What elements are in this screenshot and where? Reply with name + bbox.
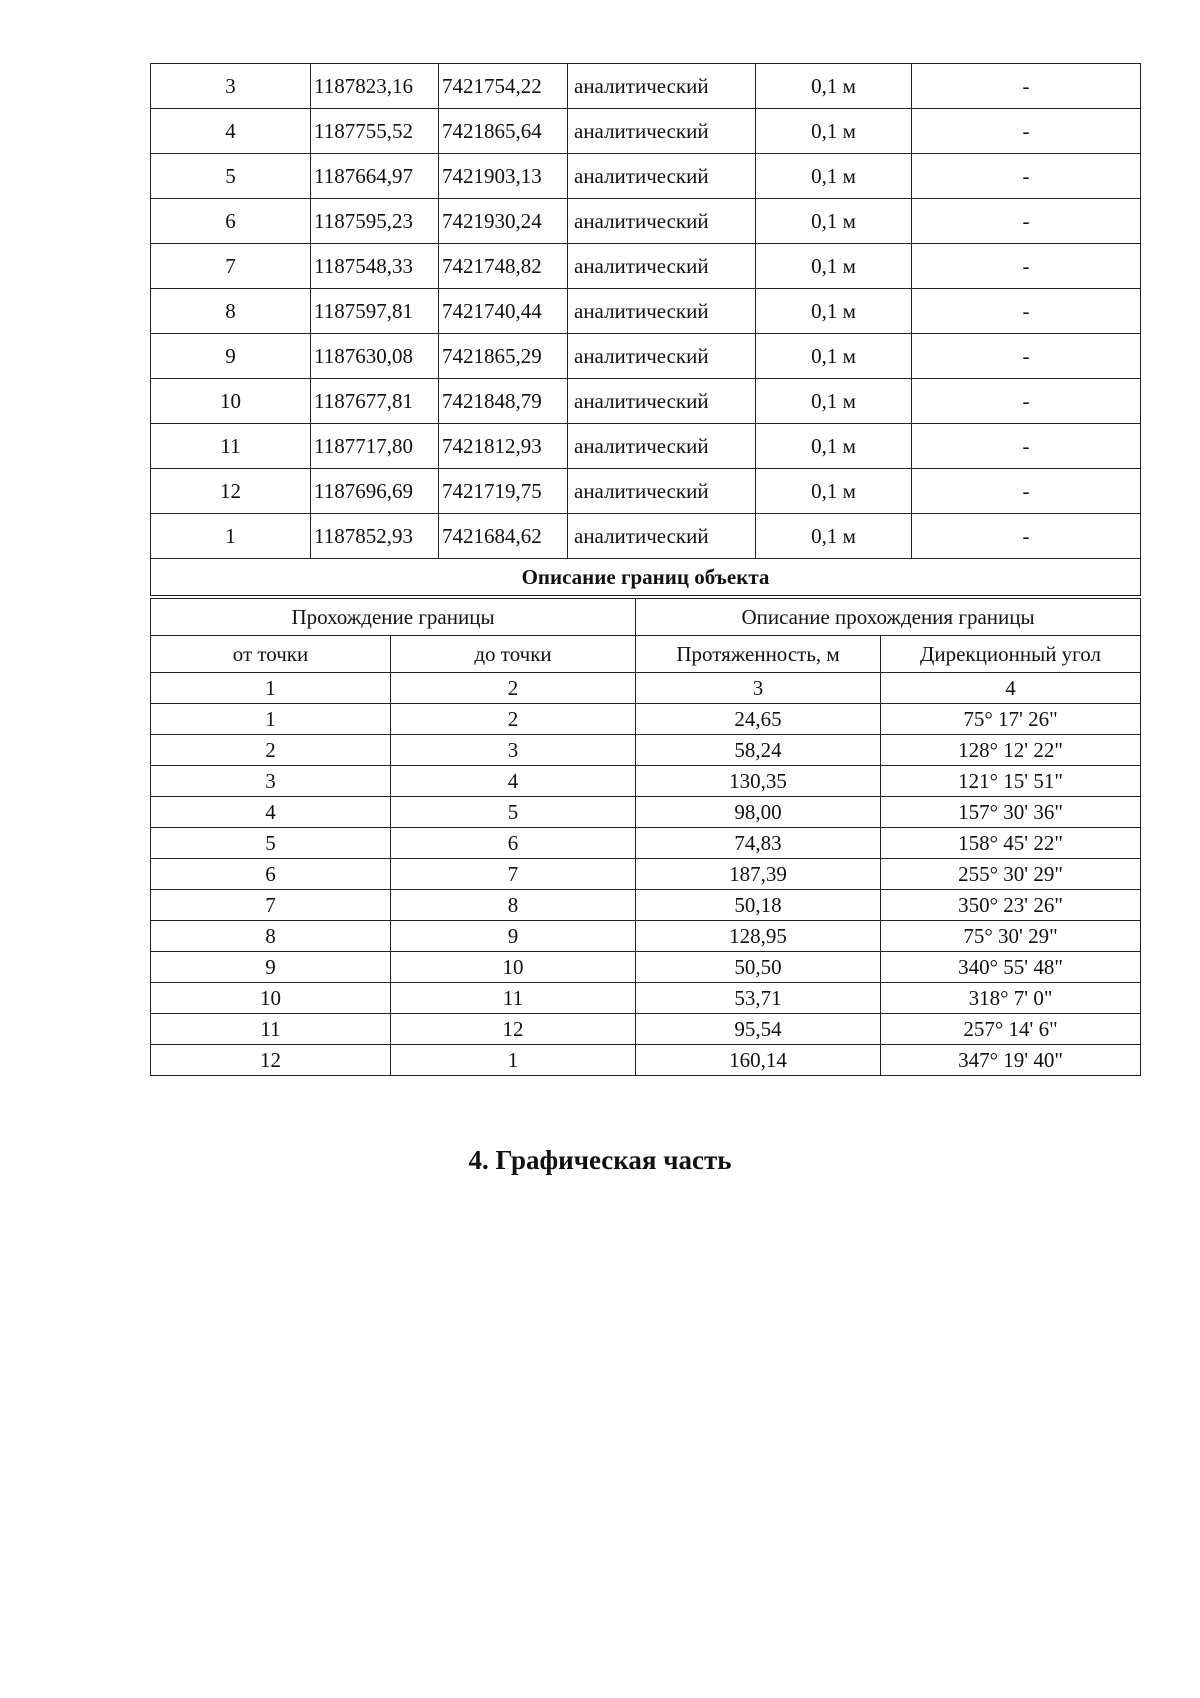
length-cell: 95,54 xyxy=(636,1014,881,1045)
length-cell: 24,65 xyxy=(636,704,881,735)
method-cell: аналитический xyxy=(568,289,756,334)
note-cell: - xyxy=(912,244,1141,289)
col-number: 3 xyxy=(636,673,881,704)
note-cell: - xyxy=(912,64,1141,109)
precision-cell: 0,1 м xyxy=(756,469,912,514)
to-point-cell: 11 xyxy=(391,983,636,1014)
y-coordinate-cell: 7421848,79 xyxy=(439,379,568,424)
section-title: Описание границ объекта xyxy=(151,559,1141,596)
from-point-cell: 9 xyxy=(151,952,391,983)
boundary-row xyxy=(151,704,1141,735)
from-point-cell: 6 xyxy=(151,859,391,890)
precision-cell: 0,1 м xyxy=(756,424,912,469)
to-point-cell: 4 xyxy=(391,766,636,797)
from-point-cell: 1 xyxy=(151,704,391,735)
col-number: 1 xyxy=(151,673,391,704)
x-coordinate-cell: 1187852,93 xyxy=(311,514,439,559)
coordinate-row xyxy=(151,154,1141,199)
to-point-cell: 10 xyxy=(391,952,636,983)
method-cell: аналитический xyxy=(568,244,756,289)
precision-cell: 0,1 м xyxy=(756,289,912,334)
from-point-cell: 11 xyxy=(151,1014,391,1045)
x-coordinate-cell: 1187664,97 xyxy=(311,154,439,199)
col-number: 2 xyxy=(391,673,636,704)
angle-cell: 340° 55' 48" xyxy=(881,952,1141,983)
point-number-cell: 7 xyxy=(151,244,311,289)
boundary-row xyxy=(151,921,1141,952)
precision-cell: 0,1 м xyxy=(756,64,912,109)
precision-cell: 0,1 м xyxy=(756,244,912,289)
note-cell: - xyxy=(912,469,1141,514)
coordinates-table xyxy=(150,63,1141,596)
method-cell: аналитический xyxy=(568,199,756,244)
to-point-cell: 6 xyxy=(391,828,636,859)
precision-cell: 0,1 м xyxy=(756,379,912,424)
group-header-passage: Прохождение границы xyxy=(151,599,636,636)
boundary-row xyxy=(151,983,1141,1014)
point-number-cell: 12 xyxy=(151,469,311,514)
point-number-cell: 3 xyxy=(151,64,311,109)
boundary-description-table xyxy=(150,598,1141,1076)
to-point-cell: 5 xyxy=(391,797,636,828)
point-number-cell: 6 xyxy=(151,199,311,244)
angle-cell: 158° 45' 22" xyxy=(881,828,1141,859)
method-cell: аналитический xyxy=(568,154,756,199)
col-header-angle: Дирекционный угол xyxy=(881,636,1141,673)
y-coordinate-cell: 7421865,29 xyxy=(439,334,568,379)
boundary-row xyxy=(151,735,1141,766)
precision-cell: 0,1 м xyxy=(756,199,912,244)
precision-cell: 0,1 м xyxy=(756,334,912,379)
y-coordinate-cell: 7421754,22 xyxy=(439,64,568,109)
y-coordinate-cell: 7421903,13 xyxy=(439,154,568,199)
length-cell: 74,83 xyxy=(636,828,881,859)
angle-cell: 75° 30' 29" xyxy=(881,921,1141,952)
angle-cell: 75° 17' 26" xyxy=(881,704,1141,735)
length-cell: 160,14 xyxy=(636,1045,881,1076)
from-point-cell: 5 xyxy=(151,828,391,859)
x-coordinate-cell: 1187630,08 xyxy=(311,334,439,379)
boundary-row xyxy=(151,797,1141,828)
from-point-cell: 12 xyxy=(151,1045,391,1076)
x-coordinate-cell: 1187755,52 xyxy=(311,109,439,154)
method-cell: аналитический xyxy=(568,379,756,424)
section-heading: 4. Графическая часть xyxy=(468,1145,732,1175)
y-coordinate-cell: 7421740,44 xyxy=(439,289,568,334)
col-header-to: до точки xyxy=(391,636,636,673)
from-point-cell: 4 xyxy=(151,797,391,828)
to-point-cell: 7 xyxy=(391,859,636,890)
length-cell: 50,18 xyxy=(636,890,881,921)
col-header-from: от точки xyxy=(151,636,391,673)
note-cell: - xyxy=(912,199,1141,244)
precision-cell: 0,1 м xyxy=(756,154,912,199)
method-cell: аналитический xyxy=(568,424,756,469)
y-coordinate-cell: 7421748,82 xyxy=(439,244,568,289)
point-number-cell: 1 xyxy=(151,514,311,559)
point-number-cell: 11 xyxy=(151,424,311,469)
from-point-cell: 10 xyxy=(151,983,391,1014)
boundary-row xyxy=(151,890,1141,921)
coordinate-row xyxy=(151,469,1141,514)
coordinate-row xyxy=(151,109,1141,154)
to-point-cell: 3 xyxy=(391,735,636,766)
length-cell: 98,00 xyxy=(636,797,881,828)
point-number-cell: 4 xyxy=(151,109,311,154)
to-point-cell: 12 xyxy=(391,1014,636,1045)
note-cell: - xyxy=(912,154,1141,199)
x-coordinate-cell: 1187595,23 xyxy=(311,199,439,244)
boundary-row xyxy=(151,828,1141,859)
col-number: 4 xyxy=(881,673,1141,704)
y-coordinate-cell: 7421930,24 xyxy=(439,199,568,244)
y-coordinate-cell: 7421865,64 xyxy=(439,109,568,154)
boundary-row xyxy=(151,1014,1141,1045)
x-coordinate-cell: 1187597,81 xyxy=(311,289,439,334)
group-header-description: Описание прохождения границы xyxy=(636,599,1141,636)
angle-cell: 347° 19' 40" xyxy=(881,1045,1141,1076)
method-cell: аналитический xyxy=(568,334,756,379)
note-cell: - xyxy=(912,289,1141,334)
length-cell: 58,24 xyxy=(636,735,881,766)
coordinate-row xyxy=(151,334,1141,379)
method-cell: аналитический xyxy=(568,469,756,514)
column-header-row xyxy=(151,636,1141,673)
point-number-cell: 10 xyxy=(151,379,311,424)
angle-cell: 121° 15' 51" xyxy=(881,766,1141,797)
length-cell: 50,50 xyxy=(636,952,881,983)
section-title-row xyxy=(151,559,1141,596)
from-point-cell: 8 xyxy=(151,921,391,952)
boundary-row xyxy=(151,1045,1141,1076)
length-cell: 187,39 xyxy=(636,859,881,890)
boundary-row xyxy=(151,952,1141,983)
method-cell: аналитический xyxy=(568,64,756,109)
x-coordinate-cell: 1187548,33 xyxy=(311,244,439,289)
x-coordinate-cell: 1187823,16 xyxy=(311,64,439,109)
note-cell: - xyxy=(912,334,1141,379)
to-point-cell: 9 xyxy=(391,921,636,952)
note-cell: - xyxy=(912,109,1141,154)
to-point-cell: 8 xyxy=(391,890,636,921)
to-point-cell: 1 xyxy=(391,1045,636,1076)
from-point-cell: 3 xyxy=(151,766,391,797)
angle-cell: 318° 7' 0" xyxy=(881,983,1141,1014)
note-cell: - xyxy=(912,514,1141,559)
coordinate-row xyxy=(151,424,1141,469)
note-cell: - xyxy=(912,379,1141,424)
x-coordinate-cell: 1187696,69 xyxy=(311,469,439,514)
angle-cell: 257° 14' 6" xyxy=(881,1014,1141,1045)
angle-cell: 157° 30' 36" xyxy=(881,797,1141,828)
length-cell: 128,95 xyxy=(636,921,881,952)
angle-cell: 255° 30' 29" xyxy=(881,859,1141,890)
coordinate-row xyxy=(151,199,1141,244)
angle-cell: 350° 23' 26" xyxy=(881,890,1141,921)
coordinate-row xyxy=(151,244,1141,289)
method-cell: аналитический xyxy=(568,109,756,154)
y-coordinate-cell: 7421719,75 xyxy=(439,469,568,514)
coordinate-row xyxy=(151,289,1141,334)
method-cell: аналитический xyxy=(568,514,756,559)
angle-cell: 128° 12' 22" xyxy=(881,735,1141,766)
boundary-row xyxy=(151,766,1141,797)
from-point-cell: 2 xyxy=(151,735,391,766)
point-number-cell: 9 xyxy=(151,334,311,379)
col-header-length: Протяженность, м xyxy=(636,636,881,673)
point-number-cell: 5 xyxy=(151,154,311,199)
boundary-row xyxy=(151,859,1141,890)
to-point-cell: 2 xyxy=(391,704,636,735)
coordinate-row xyxy=(151,64,1141,109)
length-cell: 53,71 xyxy=(636,983,881,1014)
coordinate-row xyxy=(151,514,1141,559)
coordinate-row xyxy=(151,379,1141,424)
length-cell: 130,35 xyxy=(636,766,881,797)
y-coordinate-cell: 7421812,93 xyxy=(439,424,568,469)
y-coordinate-cell: 7421684,62 xyxy=(439,514,568,559)
group-header-row xyxy=(151,599,1141,636)
x-coordinate-cell: 1187677,81 xyxy=(311,379,439,424)
from-point-cell: 7 xyxy=(151,890,391,921)
note-cell: - xyxy=(912,424,1141,469)
x-coordinate-cell: 1187717,80 xyxy=(311,424,439,469)
point-number-cell: 8 xyxy=(151,289,311,334)
precision-cell: 0,1 м xyxy=(756,514,912,559)
column-number-row xyxy=(151,673,1141,704)
precision-cell: 0,1 м xyxy=(756,109,912,154)
